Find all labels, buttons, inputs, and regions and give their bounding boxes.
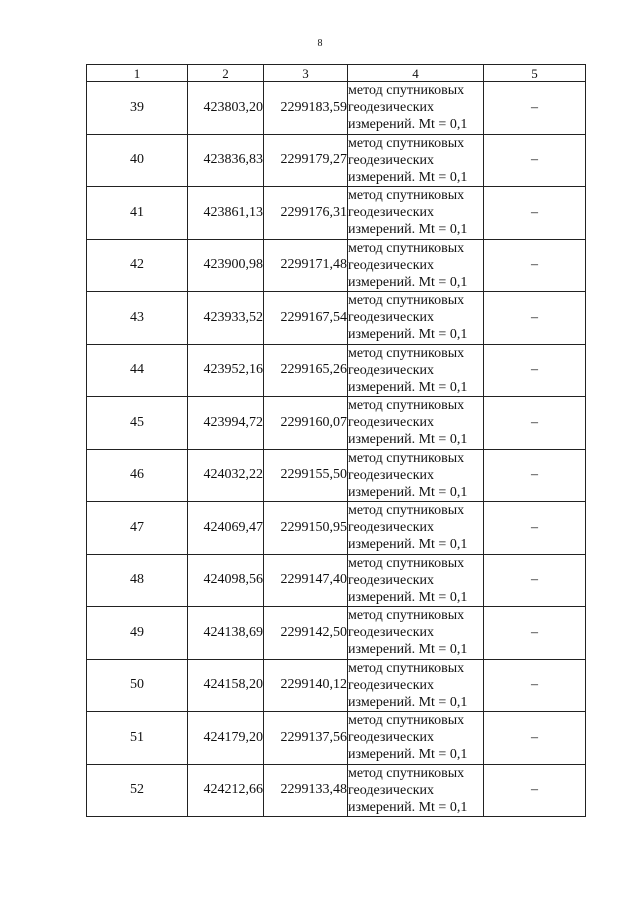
point-number: 48	[87, 554, 188, 607]
method-line-2: геодезических	[348, 782, 435, 798]
table-row	[87, 344, 586, 397]
method-line-2: геодезических	[348, 152, 435, 168]
method-line-1: метод спутниковых	[348, 293, 465, 309]
method-line-1: метод спутниковых	[348, 765, 465, 781]
method-description	[348, 659, 484, 712]
coordinate-y: 2299176,31	[264, 187, 348, 240]
column-5-value: –	[484, 82, 586, 135]
column-5-value: –	[484, 292, 586, 345]
coordinate-x: 424138,69	[188, 607, 264, 660]
table-row	[87, 554, 586, 607]
coordinate-x: 424158,20	[188, 659, 264, 712]
point-number: 40	[87, 134, 188, 187]
method-line-2: геодезических	[348, 205, 435, 221]
method-line-3: измерений. Mt = 0,1	[348, 327, 468, 343]
point-number: 50	[87, 659, 188, 712]
method-line-3: измерений. Mt = 0,1	[348, 432, 468, 448]
table-body	[87, 82, 586, 817]
column-header-2: 2	[188, 65, 264, 82]
coordinate-x: 424032,22	[188, 449, 264, 502]
coordinate-y: 2299183,59	[264, 82, 348, 135]
coordinate-y: 2299155,50	[264, 449, 348, 502]
coordinate-x: 424098,56	[188, 554, 264, 607]
method-line-2: геодезических	[348, 625, 435, 641]
coordinate-x: 423861,13	[188, 187, 264, 240]
table-row	[87, 502, 586, 555]
method-line-3: измерений. Mt = 0,1	[348, 589, 468, 605]
method-line-3: измерений. Mt = 0,1	[348, 642, 468, 658]
method-description	[348, 82, 484, 135]
method-line-1: метод спутниковых	[348, 135, 465, 151]
coordinate-y: 2299171,48	[264, 239, 348, 292]
method-line-3: измерений. Mt = 0,1	[348, 222, 468, 238]
point-number: 45	[87, 397, 188, 450]
method-description	[348, 712, 484, 765]
point-number: 42	[87, 239, 188, 292]
method-line-3: измерений. Mt = 0,1	[348, 117, 468, 133]
method-line-2: геодезических	[348, 415, 435, 431]
point-number: 41	[87, 187, 188, 240]
coordinate-y: 2299142,50	[264, 607, 348, 660]
coordinate-x: 423803,20	[188, 82, 264, 135]
table-header-row	[87, 65, 586, 82]
method-description	[348, 187, 484, 240]
coordinate-x: 423952,16	[188, 344, 264, 397]
page-number: 8	[317, 38, 323, 49]
column-5-value: –	[484, 187, 586, 240]
coordinate-x: 423933,52	[188, 292, 264, 345]
point-number: 49	[87, 607, 188, 660]
point-number: 39	[87, 82, 188, 135]
method-line-3: измерений. Mt = 0,1	[348, 537, 468, 553]
coordinate-y: 2299179,27	[264, 134, 348, 187]
table-row	[87, 764, 586, 817]
method-line-3: измерений. Mt = 0,1	[348, 379, 468, 395]
table-row	[87, 134, 586, 187]
coordinate-x: 424179,20	[188, 712, 264, 765]
method-description	[348, 397, 484, 450]
method-line-3: измерений. Mt = 0,1	[348, 484, 468, 500]
table-row	[87, 659, 586, 712]
table-row	[87, 82, 586, 135]
column-5-value: –	[484, 554, 586, 607]
coordinate-y: 2299150,95	[264, 502, 348, 555]
column-5-value: –	[484, 239, 586, 292]
column-5-value: –	[484, 607, 586, 660]
point-number: 47	[87, 502, 188, 555]
method-line-2: геодезических	[348, 257, 435, 273]
method-line-3: измерений. Mt = 0,1	[348, 694, 468, 710]
method-line-2: геодезических	[348, 310, 435, 326]
method-description	[348, 134, 484, 187]
table-row	[87, 397, 586, 450]
method-line-2: геодезических	[348, 362, 435, 378]
method-line-1: метод спутниковых	[348, 398, 465, 414]
method-line-3: измерений. Mt = 0,1	[348, 274, 468, 290]
column-header-3: 3	[264, 65, 348, 82]
method-description	[348, 449, 484, 502]
table-row	[87, 239, 586, 292]
coordinate-x: 423994,72	[188, 397, 264, 450]
table-row	[87, 449, 586, 502]
method-line-1: метод спутниковых	[348, 83, 465, 99]
method-description	[348, 502, 484, 555]
method-line-3: измерений. Mt = 0,1	[348, 169, 468, 185]
coordinate-y: 2299147,40	[264, 554, 348, 607]
table-row	[87, 607, 586, 660]
method-line-3: измерений. Mt = 0,1	[348, 747, 468, 763]
point-number: 44	[87, 344, 188, 397]
method-line-1: метод спутниковых	[348, 713, 465, 729]
column-5-value: –	[484, 449, 586, 502]
point-number: 52	[87, 764, 188, 817]
method-line-2: геодезических	[348, 677, 435, 693]
method-line-1: метод спутниковых	[348, 503, 465, 519]
method-description	[348, 239, 484, 292]
method-line-3: измерений. Mt = 0,1	[348, 799, 468, 815]
method-line-1: метод спутниковых	[348, 240, 465, 256]
coordinate-y: 2299160,07	[264, 397, 348, 450]
column-5-value: –	[484, 764, 586, 817]
coordinates-table	[86, 64, 586, 817]
point-number: 46	[87, 449, 188, 502]
method-line-1: метод спутниковых	[348, 608, 465, 624]
method-line-2: геодезических	[348, 572, 435, 588]
method-line-1: метод спутниковых	[348, 660, 465, 676]
coordinate-y: 2299133,48	[264, 764, 348, 817]
method-description	[348, 764, 484, 817]
coordinate-y: 2299165,26	[264, 344, 348, 397]
coordinate-x: 423836,83	[188, 134, 264, 187]
column-header-4: 4	[348, 65, 484, 82]
column-5-value: –	[484, 344, 586, 397]
point-number: 51	[87, 712, 188, 765]
column-5-value: –	[484, 134, 586, 187]
method-description	[348, 344, 484, 397]
table-row	[87, 292, 586, 345]
coordinate-x: 424069,47	[188, 502, 264, 555]
point-number: 43	[87, 292, 188, 345]
method-description	[348, 292, 484, 345]
method-line-1: метод спутниковых	[348, 555, 465, 571]
method-description	[348, 554, 484, 607]
column-5-value: –	[484, 502, 586, 555]
coordinate-y: 2299167,54	[264, 292, 348, 345]
coordinate-x: 424212,66	[188, 764, 264, 817]
coordinate-x: 423900,98	[188, 239, 264, 292]
table-row	[87, 187, 586, 240]
method-line-2: геодезических	[348, 100, 435, 116]
method-line-2: геодезических	[348, 467, 435, 483]
method-line-2: геодезических	[348, 520, 435, 536]
column-header-1: 1	[87, 65, 188, 82]
method-description	[348, 607, 484, 660]
method-line-1: метод спутниковых	[348, 450, 465, 466]
coordinate-y: 2299140,12	[264, 659, 348, 712]
column-5-value: –	[484, 659, 586, 712]
method-line-1: метод спутниковых	[348, 188, 465, 204]
column-5-value: –	[484, 712, 586, 765]
table-row	[87, 712, 586, 765]
method-line-2: геодезических	[348, 730, 435, 746]
coordinate-y: 2299137,56	[264, 712, 348, 765]
method-line-1: метод спутниковых	[348, 345, 465, 361]
column-header-5: 5	[484, 65, 586, 82]
column-5-value: –	[484, 397, 586, 450]
